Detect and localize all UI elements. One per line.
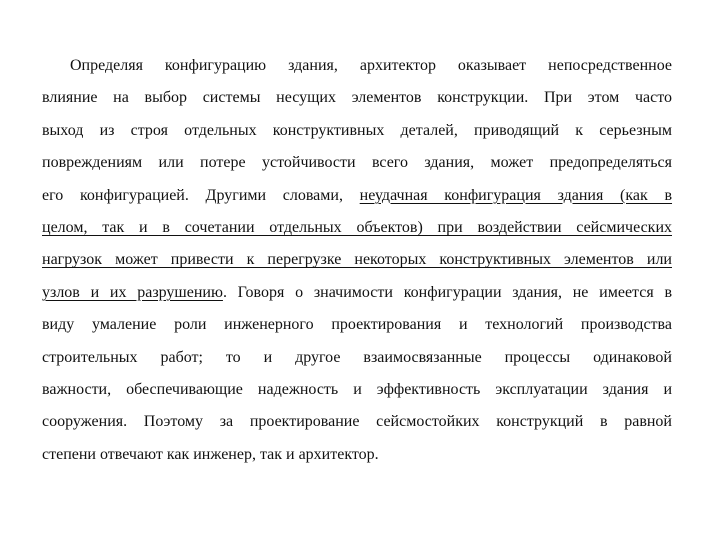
text-segment: его конфигурацией. Другими словами, bbox=[42, 186, 360, 204]
text-segment: . Говоря о значимости конфигурации здания, не имеется в bbox=[222, 283, 672, 301]
text-line bbox=[42, 82, 672, 114]
text-line bbox=[42, 406, 672, 438]
underlined-text: неудачная конфигурация здания (как в bbox=[359, 186, 673, 204]
text-line bbox=[42, 309, 672, 341]
text-segment: Определяя конфигурацию здания, архитектор оказывает непосредственное bbox=[70, 57, 672, 74]
text-segment: сооружения. Поэтому за проектирование сейсмостойких конструкций в равной bbox=[42, 413, 672, 431]
text-line bbox=[42, 374, 672, 406]
text-line bbox=[42, 244, 672, 276]
underlined-text: целом, так и в сочетании отдельных объектов) при воздействии сейсмических bbox=[42, 218, 672, 236]
text-line bbox=[42, 212, 672, 244]
text-segment: повреждениям или потере устойчивости всего здания, может предопределяться bbox=[42, 154, 672, 172]
text-line bbox=[42, 180, 672, 212]
text-segment: строительных работ; то и другое взаимосвязанные процессы одинаковой bbox=[42, 348, 672, 366]
text-line bbox=[42, 147, 672, 179]
text-segment: выход из строя отдельных конструктивных деталей, приводящий к серьезным bbox=[42, 121, 672, 139]
text-line bbox=[42, 277, 672, 309]
text-segment: степени отвечают как инженер, так и архитектор. bbox=[42, 445, 379, 463]
text-segment: виду умаление роли инженерного проектирования и технологий производства bbox=[42, 316, 672, 334]
text-segment: важности, обеспечивающие надежность и эффективность эксплуатации здания и bbox=[42, 380, 672, 398]
text-line bbox=[42, 439, 672, 471]
underlined-text: узлов и их разрушению bbox=[42, 283, 223, 301]
text-segment: влияние на выбор системы несущих элементов конструкции. При этом часто bbox=[42, 89, 672, 107]
body-paragraph bbox=[42, 50, 672, 471]
text-line bbox=[42, 50, 672, 82]
text-line bbox=[42, 115, 672, 147]
text-line bbox=[42, 342, 672, 374]
underlined-text: нагрузок может привести к перегрузке некоторых конструктивных элементов или bbox=[42, 251, 672, 269]
